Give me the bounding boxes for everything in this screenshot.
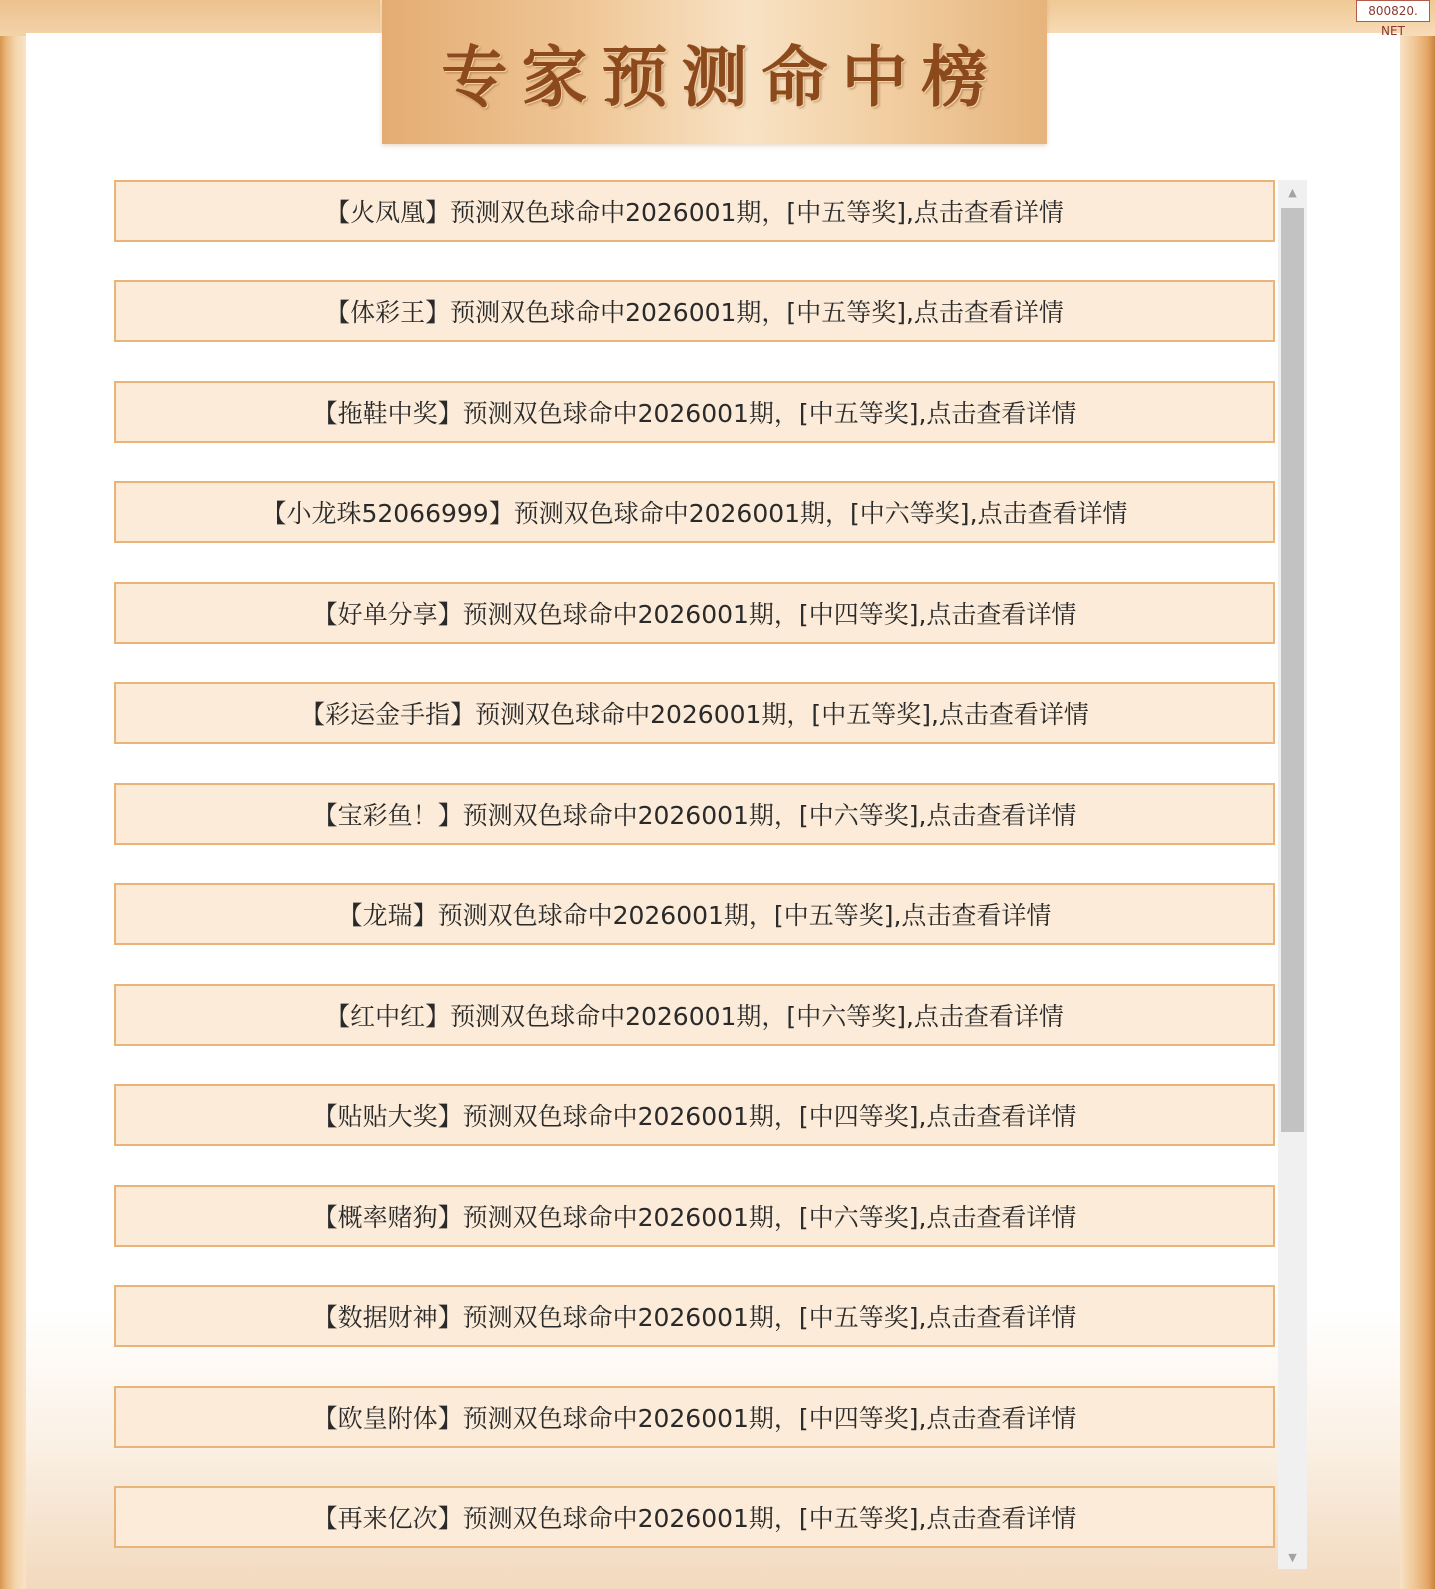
list-item[interactable]: 【拖鞋中奖】预测双色球命中2026001期，[中五等奖],点击查看详情 (114, 381, 1275, 443)
page-title: 专家预测命中榜 (441, 38, 1002, 116)
list-item[interactable]: 【宝彩鱼！】预测双色球命中2026001期，[中六等奖],点击查看详情 (114, 783, 1275, 845)
list-item[interactable]: 【龙瑞】预测双色球命中2026001期，[中五等奖],点击查看详情 (114, 883, 1275, 945)
top-frame-left (0, 0, 380, 36)
right-frame-border (1400, 0, 1435, 1589)
list-item[interactable]: 【好单分享】预测双色球命中2026001期，[中四等奖],点击查看详情 (114, 582, 1275, 644)
list-item[interactable]: 【小龙珠52066999】预测双色球命中2026001期，[中六等奖],点击查看详情 (114, 481, 1275, 543)
list-item[interactable]: 【彩运金手指】预测双色球命中2026001期，[中五等奖],点击查看详情 (114, 682, 1275, 744)
left-frame-border (0, 0, 26, 1589)
scroll-down-icon[interactable]: ▼ (1288, 1550, 1297, 1564)
scroll-thumb[interactable] (1281, 208, 1304, 1132)
list-item[interactable]: 【体彩王】预测双色球命中2026001期，[中五等奖],点击查看详情 (114, 280, 1275, 342)
watermark-label: 800820. NET (1356, 0, 1430, 22)
list-item[interactable]: 【贴贴大奖】预测双色球命中2026001期，[中四等奖],点击查看详情 (114, 1084, 1275, 1146)
list-item[interactable]: 【红中红】预测双色球命中2026001期，[中六等奖],点击查看详情 (114, 984, 1275, 1046)
list-item[interactable]: 【概率赌狗】预测双色球命中2026001期，[中六等奖],点击查看详情 (114, 1185, 1275, 1247)
vertical-scrollbar[interactable] (1278, 180, 1307, 1569)
prediction-list[interactable] (114, 180, 1307, 1569)
list-item[interactable]: 【火凤凰】预测双色球命中2026001期，[中五等奖],点击查看详情 (114, 180, 1275, 242)
list-item[interactable]: 【再来亿次】预测双色球命中2026001期，[中五等奖],点击查看详情 (114, 1486, 1275, 1548)
list-item[interactable]: 【欧皇附体】预测双色球命中2026001期，[中四等奖],点击查看详情 (114, 1386, 1275, 1448)
list-item[interactable]: 【数据财神】预测双色球命中2026001期，[中五等奖],点击查看详情 (114, 1285, 1275, 1347)
title-banner (382, 0, 1047, 144)
scroll-up-icon[interactable]: ▲ (1288, 185, 1297, 199)
